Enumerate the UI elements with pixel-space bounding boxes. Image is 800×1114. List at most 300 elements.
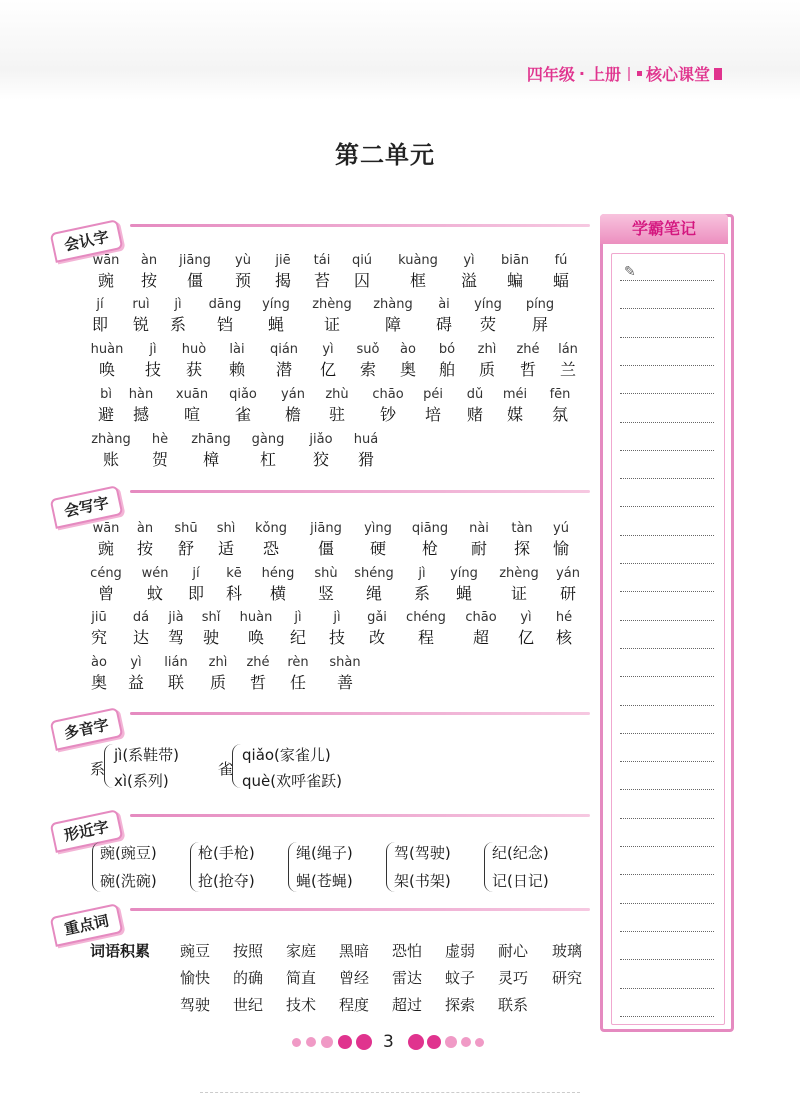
series-label: 核心课堂 xyxy=(645,65,710,84)
hanzi: 预 xyxy=(234,271,251,290)
pinyin: qiǎo xyxy=(229,387,257,402)
hanzi: 究 xyxy=(90,628,107,647)
pinyin: méi xyxy=(502,387,528,402)
note-line xyxy=(620,789,714,790)
note-line xyxy=(620,563,714,564)
hanzi: 蝇 xyxy=(267,315,284,334)
hanzi: 按 xyxy=(140,271,157,290)
char-cell xyxy=(153,296,203,336)
pinyin: yì xyxy=(463,253,475,268)
char-cell xyxy=(543,565,593,605)
pinyin: ào xyxy=(400,342,416,357)
pinyin: jì xyxy=(294,610,302,625)
footer-dot-icon xyxy=(408,1034,424,1050)
char-cell xyxy=(490,386,540,426)
hanzi: 获 xyxy=(185,360,202,379)
char-cell xyxy=(209,565,259,605)
char-cell xyxy=(341,431,391,471)
hanzi: 溢 xyxy=(460,271,477,290)
note-line xyxy=(620,874,714,875)
pinyin: jì xyxy=(149,342,157,357)
hanzi: 证 xyxy=(323,315,340,334)
vocab-word: 灵巧 xyxy=(498,969,529,987)
vocab-word: 研究 xyxy=(552,969,583,987)
hanzi: 铛 xyxy=(216,315,233,334)
vocab-word: 豌豆 xyxy=(180,942,211,960)
hanzi: 系 xyxy=(413,584,430,603)
pinyin: dāng xyxy=(208,297,242,312)
pinyin: jí xyxy=(96,297,104,312)
bottom-divider xyxy=(200,1092,580,1095)
pinyin: jiāng xyxy=(310,521,342,536)
pinyin: suǒ xyxy=(356,342,380,357)
hanzi: 研 xyxy=(559,584,576,603)
hanzi: 竖 xyxy=(317,584,334,603)
char-cell xyxy=(439,565,489,605)
char-cell xyxy=(456,609,506,649)
grade-label: 四年级 xyxy=(526,65,575,84)
hanzi: 横 xyxy=(269,584,286,603)
hanzi: 技 xyxy=(328,628,345,647)
hanzi: 贺 xyxy=(151,450,168,469)
section-tag-write: 会写字 xyxy=(50,485,124,529)
pinyin: kǒng xyxy=(255,521,287,536)
hanzi: 豌 xyxy=(97,539,114,558)
vocab-word: 驾驶 xyxy=(180,996,211,1014)
footer-dot-icon xyxy=(292,1038,301,1047)
hanzi: 潜 xyxy=(275,360,292,379)
char-cell xyxy=(167,386,217,426)
hanzi: 檐 xyxy=(284,405,301,424)
hanzi: 超 xyxy=(472,628,489,647)
pinyin: zhāng xyxy=(191,432,231,447)
note-line xyxy=(620,422,714,423)
section-tag-polyphone: 多音字 xyxy=(50,707,124,751)
hanzi: 索 xyxy=(359,360,376,379)
hanzi: 绳 xyxy=(365,584,382,603)
polyphone-reading: qiǎo(家雀儿) xyxy=(242,746,331,764)
footer-dot-icon xyxy=(475,1038,484,1047)
pinyin: yán xyxy=(281,387,305,402)
pinyin: qiāng xyxy=(411,521,449,536)
pinyin: lán xyxy=(558,342,578,357)
char-cell xyxy=(186,609,236,649)
pinyin: lài xyxy=(229,342,245,357)
pinyin: zhèng xyxy=(499,566,539,581)
note-line xyxy=(620,1016,714,1017)
char-cell xyxy=(543,341,593,381)
vocab-word: 愉快 xyxy=(180,969,211,987)
char-cell xyxy=(337,252,387,292)
pinyin: yíng xyxy=(262,297,290,312)
pinyin: zhì xyxy=(477,342,497,357)
notes-lines xyxy=(611,253,725,1025)
note-line xyxy=(620,648,714,649)
hanzi: 善 xyxy=(336,673,353,692)
char-cell xyxy=(259,341,309,381)
note-line xyxy=(620,506,714,507)
pinyin: tàn xyxy=(511,521,533,536)
volume-label: 上册 xyxy=(588,65,621,84)
char-cell xyxy=(536,520,586,560)
pinyin: nài xyxy=(469,521,489,536)
vocab-word: 程度 xyxy=(339,996,370,1014)
hanzi: 达 xyxy=(132,628,149,647)
char-cell xyxy=(352,609,402,649)
hanzi: 猾 xyxy=(357,450,374,469)
hanzi: 即 xyxy=(91,315,108,334)
vocab-word: 按照 xyxy=(233,942,264,960)
similar-char: 记(日记) xyxy=(492,872,549,890)
vocab-word: 世纪 xyxy=(233,996,264,1014)
pinyin: gǎi xyxy=(367,610,387,625)
hanzi: 联 xyxy=(167,673,184,692)
hanzi: 兰 xyxy=(559,360,576,379)
char-cell xyxy=(515,296,565,336)
pinyin: shàn xyxy=(329,655,361,670)
pinyin: xuān xyxy=(175,387,209,402)
char-cell xyxy=(368,296,418,336)
pinyin: hàn xyxy=(128,387,154,402)
pinyin: yíng xyxy=(450,566,478,581)
char-cell xyxy=(81,565,131,605)
char-cell xyxy=(393,252,443,292)
pinyin: àn xyxy=(140,253,158,268)
pinyin: zhèng xyxy=(312,297,352,312)
footer-dot-icon xyxy=(427,1035,441,1049)
char-cell xyxy=(273,654,323,694)
pinyin: wén xyxy=(141,566,169,581)
hanzi: 雀 xyxy=(234,405,251,424)
hanzi: 按 xyxy=(136,539,153,558)
similar-char: 豌(豌豆) xyxy=(100,844,157,862)
char-cell xyxy=(243,431,293,471)
char-cell xyxy=(301,520,351,560)
hanzi: 钞 xyxy=(379,405,396,424)
pinyin: jiǎo xyxy=(309,432,333,447)
hanzi: 锐 xyxy=(132,315,149,334)
polyphone-char: 系 xyxy=(90,760,106,778)
hanzi: 杠 xyxy=(259,450,276,469)
hanzi: 科 xyxy=(225,584,242,603)
brace-icon xyxy=(104,744,113,788)
char-cell xyxy=(268,386,318,426)
pinyin: yán xyxy=(556,566,580,581)
char-cell xyxy=(301,565,351,605)
hanzi: 改 xyxy=(368,628,385,647)
running-head xyxy=(527,62,722,85)
pinyin: dá xyxy=(132,610,150,625)
section-line-write xyxy=(130,490,590,493)
section-tag-key-words: 重点词 xyxy=(50,903,124,947)
section-line-polyphone xyxy=(130,712,590,715)
vocab-word: 家庭 xyxy=(286,942,317,960)
pinyin: héng xyxy=(261,566,295,581)
pinyin: shǐ xyxy=(201,610,221,625)
hanzi: 避 xyxy=(97,405,114,424)
pinyin: huá xyxy=(353,432,379,447)
pinyin: lián xyxy=(164,655,188,670)
pinyin: jì xyxy=(174,297,182,312)
pinyin: yì xyxy=(130,655,142,670)
hanzi: 囚 xyxy=(353,271,370,290)
hanzi: 枪 xyxy=(421,539,438,558)
pinyin: shū xyxy=(174,521,198,536)
pinyin: shì xyxy=(216,521,236,536)
note-line xyxy=(620,846,714,847)
vocab-word: 雷达 xyxy=(392,969,423,987)
pinyin: kuàng xyxy=(398,253,438,268)
hanzi: 即 xyxy=(187,584,204,603)
hanzi: 苔 xyxy=(313,271,330,290)
note-line xyxy=(620,365,714,366)
vocab-word: 玻璃 xyxy=(552,942,583,960)
vocab-word: 虚弱 xyxy=(445,942,476,960)
hanzi: 僵 xyxy=(186,271,203,290)
char-cell xyxy=(490,252,540,292)
pinyin: chāo xyxy=(465,610,497,625)
header-divider xyxy=(628,67,630,81)
similar-char: 枪(手枪) xyxy=(198,844,255,862)
hanzi: 荧 xyxy=(479,315,496,334)
pinyin: kē xyxy=(226,566,242,581)
pinyin: dǔ xyxy=(466,387,484,402)
note-line xyxy=(620,535,714,536)
hanzi: 狡 xyxy=(312,450,329,469)
pinyin: fēn xyxy=(549,387,571,402)
footer-dot-icon xyxy=(445,1036,457,1048)
pinyin: céng xyxy=(90,566,122,581)
unit-title: 第二单元 xyxy=(335,141,435,169)
note-line xyxy=(620,450,714,451)
hanzi: 愉 xyxy=(552,539,569,558)
char-cell xyxy=(296,431,346,471)
footer-dot-icon xyxy=(356,1034,372,1050)
pinyin: huàn xyxy=(90,342,124,357)
pinyin: zhù xyxy=(325,387,349,402)
note-line xyxy=(620,620,714,621)
hanzi: 氛 xyxy=(551,405,568,424)
note-line xyxy=(620,280,714,281)
char-cell xyxy=(312,386,362,426)
pinyin: qiú xyxy=(351,253,373,268)
similar-char: 驾(驾驶) xyxy=(394,844,451,862)
hanzi: 程 xyxy=(417,628,434,647)
similar-char: 抢(抢夺) xyxy=(198,872,255,890)
pinyin: shù xyxy=(314,566,338,581)
polyphone-reading: xì(系列) xyxy=(114,772,169,790)
header-band xyxy=(0,0,800,100)
pinyin: jià xyxy=(168,610,184,625)
char-cell xyxy=(405,520,455,560)
note-line xyxy=(620,308,714,309)
header-bar-icon xyxy=(714,68,722,80)
hanzi: 培 xyxy=(424,405,441,424)
footer-dot-icon xyxy=(306,1037,316,1047)
char-cell xyxy=(170,252,220,292)
vocab-word: 恐怕 xyxy=(392,942,423,960)
char-cell xyxy=(200,296,250,336)
pinyin: jiē xyxy=(275,253,291,268)
vocab-word: 耐心 xyxy=(498,942,529,960)
section-tag-similar: 形近字 xyxy=(50,809,124,853)
hanzi: 蝙 xyxy=(506,271,523,290)
char-cell xyxy=(353,520,403,560)
page-number: 3 xyxy=(383,1032,394,1052)
pinyin: bó xyxy=(438,342,456,357)
vocab-word: 技术 xyxy=(286,996,317,1014)
char-cell xyxy=(539,609,589,649)
notes-title: 学霸笔记 xyxy=(600,214,728,244)
note-line xyxy=(620,733,714,734)
char-cell xyxy=(135,431,185,471)
hanzi: 适 xyxy=(217,539,234,558)
note-line xyxy=(620,591,714,592)
hanzi: 探 xyxy=(513,539,530,558)
note-line xyxy=(620,959,714,960)
pinyin: ruì xyxy=(132,297,150,312)
hanzi: 驻 xyxy=(328,405,345,424)
pinyin: jí xyxy=(192,566,200,581)
polyphone-reading: jì(系鞋带) xyxy=(114,746,180,764)
hanzi: 亿 xyxy=(517,628,534,647)
hanzi: 唤 xyxy=(247,628,264,647)
pinyin: gàng xyxy=(251,432,285,447)
hanzi: 质 xyxy=(478,360,495,379)
char-cell xyxy=(536,252,586,292)
hanzi: 奥 xyxy=(399,360,416,379)
hanzi: 曾 xyxy=(97,584,114,603)
pinyin: jì xyxy=(333,610,341,625)
pinyin: ào xyxy=(91,655,107,670)
hanzi: 舒 xyxy=(177,539,194,558)
vocab-word: 探索 xyxy=(445,996,476,1014)
hanzi: 屏 xyxy=(531,315,548,334)
vocab-word: 蚊子 xyxy=(445,969,476,987)
section-line-key-words xyxy=(130,908,590,911)
hanzi: 任 xyxy=(289,673,306,692)
hanzi: 碍 xyxy=(435,315,452,334)
pinyin: qián xyxy=(269,342,299,357)
pinyin: hé xyxy=(555,610,573,625)
char-cell xyxy=(246,520,296,560)
pinyin: fú xyxy=(554,253,568,268)
pinyin: biān xyxy=(500,253,530,268)
pinyin: zhì xyxy=(208,655,228,670)
pinyin: jiāng xyxy=(179,253,211,268)
hanzi: 亿 xyxy=(319,360,336,379)
pinyin: yì xyxy=(520,610,532,625)
hanzi: 揭 xyxy=(274,271,291,290)
header-square-icon xyxy=(637,71,642,76)
pinyin: péi xyxy=(423,387,443,402)
hanzi: 唤 xyxy=(98,360,115,379)
similar-char: 蝇(苍蝇) xyxy=(296,872,353,890)
hanzi: 媒 xyxy=(506,405,523,424)
char-cell xyxy=(307,296,357,336)
pinyin: hè xyxy=(151,432,169,447)
char-cell xyxy=(124,252,174,292)
hanzi: 纪 xyxy=(289,628,306,647)
hanzi: 硬 xyxy=(369,539,386,558)
section-line-similar xyxy=(130,814,590,817)
pinyin: jiū xyxy=(91,610,107,625)
pinyin: yì xyxy=(322,342,334,357)
hanzi: 耐 xyxy=(470,539,487,558)
pinyin: yìng xyxy=(364,521,392,536)
hanzi: 赖 xyxy=(228,360,245,379)
hanzi: 蝇 xyxy=(455,584,472,603)
note-line xyxy=(620,931,714,932)
note-line xyxy=(620,337,714,338)
hanzi: 系 xyxy=(169,315,186,334)
char-cell xyxy=(116,386,166,426)
pinyin: yíng xyxy=(474,297,502,312)
pinyin: ài xyxy=(438,297,450,312)
similar-char: 绳(绳子) xyxy=(296,844,353,862)
char-cell xyxy=(201,520,251,560)
char-cell xyxy=(86,431,136,471)
pinyin: zhàng xyxy=(373,297,413,312)
pinyin: wān xyxy=(92,521,120,536)
footer-dot-icon xyxy=(321,1036,333,1048)
hanzi: 蝠 xyxy=(552,271,569,290)
pinyin: chāo xyxy=(372,387,404,402)
char-cell xyxy=(253,565,303,605)
hanzi: 质 xyxy=(209,673,226,692)
hanzi: 恐 xyxy=(262,539,279,558)
char-cell xyxy=(349,565,399,605)
pinyin: zhé xyxy=(246,655,270,670)
note-line xyxy=(620,393,714,394)
hanzi: 哲 xyxy=(519,360,536,379)
pinyin: shéng xyxy=(354,566,394,581)
pinyin: wān xyxy=(92,253,120,268)
char-cell xyxy=(212,341,262,381)
char-cell xyxy=(82,341,132,381)
hanzi: 技 xyxy=(144,360,161,379)
char-cell xyxy=(535,386,585,426)
pinyin: rèn xyxy=(287,655,309,670)
hanzi: 蚊 xyxy=(146,584,163,603)
vocab-word: 超过 xyxy=(392,996,423,1014)
similar-char: 纪(纪念) xyxy=(492,844,549,862)
char-cell xyxy=(444,252,494,292)
char-cell xyxy=(186,431,236,471)
pinyin: huò xyxy=(181,342,207,357)
note-line xyxy=(620,903,714,904)
header-dot: · xyxy=(578,64,585,83)
char-cell xyxy=(463,296,513,336)
char-cell xyxy=(320,654,370,694)
note-line xyxy=(620,676,714,677)
notes-panel xyxy=(600,214,734,1032)
pinyin: zhàng xyxy=(91,432,131,447)
hanzi: 证 xyxy=(510,584,527,603)
pinyin: tái xyxy=(313,253,331,268)
hanzi: 核 xyxy=(555,628,572,647)
hanzi: 豌 xyxy=(97,271,114,290)
hanzi: 驾 xyxy=(167,628,184,647)
note-line xyxy=(620,478,714,479)
brace-icon xyxy=(232,744,241,788)
char-cell xyxy=(419,296,469,336)
pinyin: jì xyxy=(418,566,426,581)
section-line-recognize xyxy=(130,224,590,227)
vocab-word: 简直 xyxy=(286,969,317,987)
polyphone-char: 雀 xyxy=(218,760,234,778)
hanzi: 舶 xyxy=(438,360,455,379)
